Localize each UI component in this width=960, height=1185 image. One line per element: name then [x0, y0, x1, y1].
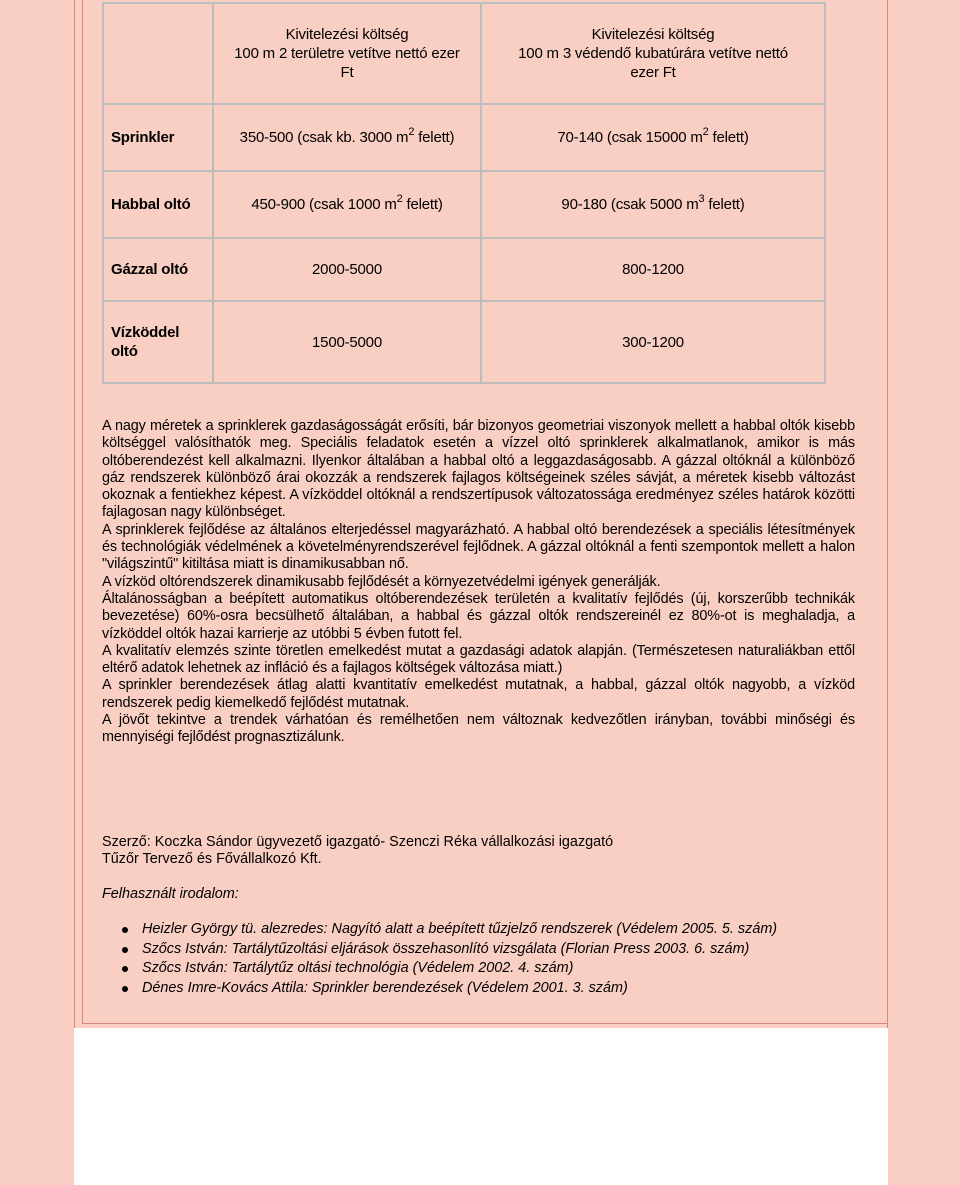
company-line: Tűzőr Tervező és Fővállalkozó Kft.: [102, 851, 322, 868]
left-page-border: [74, 0, 75, 1185]
reference-list: [102, 920, 777, 998]
table-corner-cell: [103, 3, 213, 104]
paragraph: A sprinkler berendezések átlag alatti kvantitatív emelkedést mutatnak, a habbal, gázzal oltók nagyobb, a vízköd rendszerek pedig kiemelkedő fejlődést mutatnak.: [102, 677, 855, 711]
paragraph: Általánosságban a beépített automatikus oltóberendezések területén a kvalitatív fejlődés (új, korszerűbb technikák bevezetése) 60%-osra becsülhető általában, a habbal és gázzal oltók rendszereinél ez 80%-ot is meghaladja, a vízköddel oltók hazai karrierje az utóbbi 5 évben futott fel.: [102, 590, 855, 642]
header-cell-per-volume: Kivitelezési költség 100 m 3 védendő kubatúrára vetítve nettó ezer Ft: [481, 3, 825, 104]
paragraph: A vízköd oltórendszerek dinamikusabb fejlődését a környezetvédelmi igények generálják.: [102, 573, 661, 590]
literature-heading: Felhasznált irodalom:: [102, 886, 239, 902]
blank-area: [74, 1028, 888, 1185]
body-text: [102, 418, 855, 747]
row-label-sprinkler: Sprinkler: [103, 104, 213, 171]
table-row: [103, 238, 825, 301]
author-block: [102, 834, 613, 869]
cell-area-cost: 1500-5000: [213, 301, 481, 383]
table-row: [103, 171, 825, 238]
paragraph: A kvalitatív elemzés szinte töretlen emelkedést mutat a gazdasági adatok alapján. (Természetesen naturaliákban ettől eltérő adatok lehetnek az infláció és a fajlagos költségek változása miatt.): [102, 642, 855, 677]
table-header-row: [103, 3, 825, 104]
row-label-habbal: Habbal oltó: [103, 171, 213, 238]
table-row: [103, 104, 825, 171]
paragraph: A sprinklerek fejlődése az általános elterjedéssel magyarázható. A habbal oltó berendezések a speciális létesítmények és technológiák védelmének a követelményrendszerével fejlődnek. A gázzal oltóknál a fenti szempontok mellett a halon "világszintű" kitiltása miatt is dinamikusabban nő.: [102, 521, 855, 573]
row-label-gazzal: Gázzal oltó: [103, 238, 213, 301]
cell-area-cost: 2000-5000: [213, 238, 481, 301]
author-line: Szerző: Koczka Sándor ügyvezető igazgató- Szenczi Réka vállalkozási igazgató: [102, 834, 614, 850]
cell-volume-cost: 300-1200: [481, 301, 825, 383]
header-cell-per-area: Kivitelezési költség 100 m 2 területre vetítve nettó ezer Ft: [213, 3, 481, 104]
list-item: Heizler György tü. alezredes: Nagyító alatt a beépített tűzjelző rendszerek (Védelem 2005. 5. szám): [102, 920, 777, 940]
cell-area-cost: 350-500 (csak kb. 3000 $m^2$ felett): [213, 104, 481, 171]
paragraph: A nagy méretek a sprinklerek gazdaságosságát erősíti, bár bizonyos geometriai viszonyok mellett a habbal oltók kisebb költséggel valósíthatók meg. Speciális feladatok esetén a vízzel oltó sprinklerek alkalmatlanok, amikor is más oltóberendezést kell alkalmazni. Ilyenkor általában a habbal oltó a leggazdaságosabb. A gázzal oltóknál a különböző gáz rendszerek különböző árai okozzák a rendszerek fajlagos költségeinek széles sávját, a méretek kisebb változást okoznak a fentiekhez képest. A vízköddel oltóknál a rendszertípusok változatossága eredményez széles határok közötti fajlagosan nagy különbséget.: [102, 418, 855, 521]
cost-table: [102, 2, 826, 384]
row-label-vizkod: Vízköddel oltó: [103, 301, 213, 383]
list-item: Szőcs István: Tartálytűzoltási eljárások összehasonlító vizsgálata (Florian Press 2003. 6. szám): [102, 940, 777, 960]
cell-volume-cost: 800-1200: [481, 238, 825, 301]
paragraph: A jövőt tekintve a trendek várhatóan és remélhetően nem változnak kedvezőtlen irányban, további minőségi és mennyiségi fejlődést prognasztizálunk.: [102, 712, 855, 746]
list-item: Szőcs István: Tartálytűz oltási technológia (Védelem 2002. 4. szám): [102, 959, 777, 979]
list-item: Dénes Imre-Kovács Attila: Sprinkler berendezések (Védelem 2001. 3. szám): [102, 979, 777, 999]
cell-area-cost: 450-900 (csak 1000 $m^2$ felett): [213, 171, 481, 238]
cell-volume-cost: 90-180 (csak 5000 $m^3$ felett): [481, 171, 825, 238]
cell-volume-cost: 70-140 (csak 15000 $m^2$ felett): [481, 104, 825, 171]
table-row: [103, 301, 825, 383]
